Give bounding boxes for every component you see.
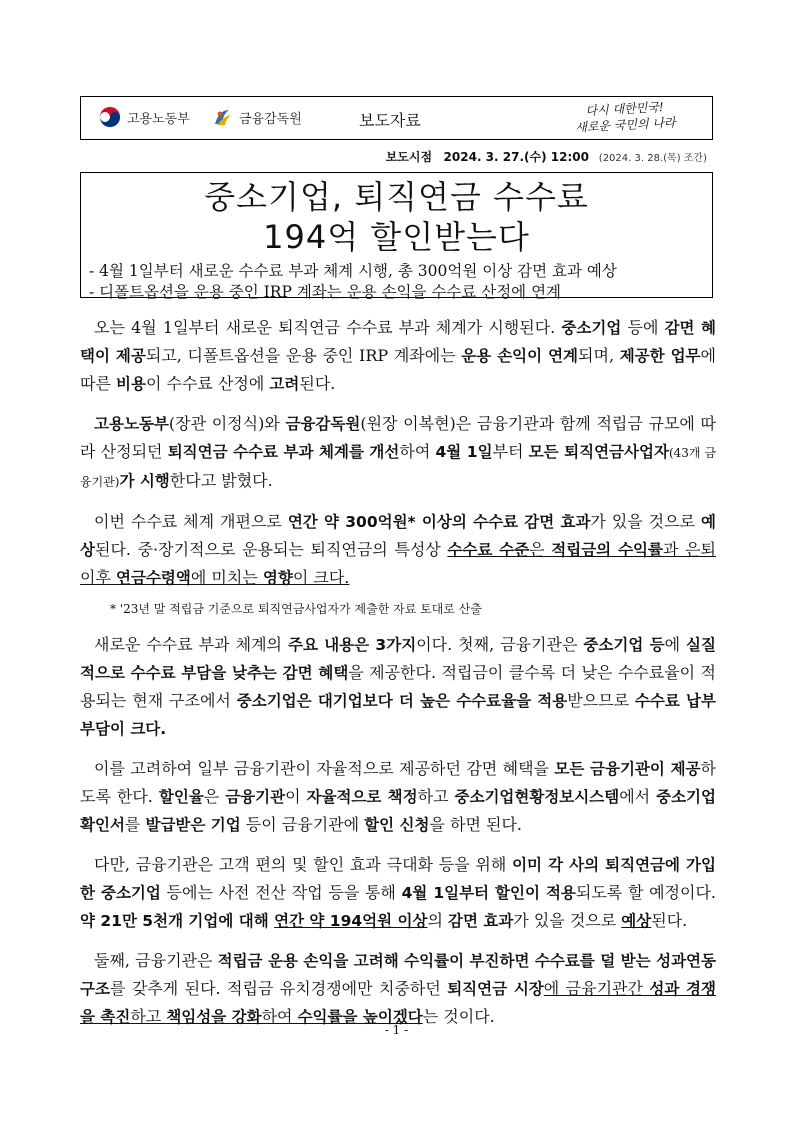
p2-text: (장관 이정식)와 — [168, 414, 286, 433]
embargo-label: 보도시점 — [385, 150, 433, 164]
p4-bold: 주요 내용은 3가지 — [287, 636, 417, 654]
p5-text: 를 — [124, 815, 146, 834]
p1-text: 등에 — [621, 318, 665, 337]
p5-text: 을 하면 된다. — [429, 815, 523, 834]
p7-bold-underline: 수익률을 높이겠다 — [297, 1008, 423, 1026]
p5-bold: 모든 금융기관이 제공 — [554, 760, 701, 778]
p6-bold-underline: 예상 — [621, 912, 652, 930]
header-box — [80, 96, 713, 140]
fss-emblem-icon — [211, 106, 233, 128]
ministry-name: 고용노동부 — [127, 111, 190, 127]
p7-text: 를 갖추게 된다. 적립금 유치경쟁에만 치중하던 — [109, 979, 448, 998]
embargo-time: 2024. 3. 27.(수) 12:00 — [443, 150, 589, 164]
title-line-2: 194억 할인받는다 — [263, 218, 530, 256]
p6-bold-underline: 연간 약 194억원 이상 — [274, 912, 428, 930]
paragraph-4 — [80, 631, 716, 743]
paragraph-1 — [80, 314, 716, 398]
p4-bold: 실질적으로 수수료 부담을 낮추는 감면 혜택 — [80, 636, 716, 682]
p3-bold-underline: 적립금의 수익률 — [551, 541, 663, 559]
p5-text: 등이 금융기관에 — [240, 815, 365, 834]
p2-text: 하여 — [399, 442, 436, 461]
p1-text: 오는 4월 1일부터 새로운 퇴직연금 수수료 부과 체계가 시행된다. — [94, 318, 562, 337]
p3-text: 된다. 중·장기적으로 운용되는 퇴직연금의 특성상 — [94, 540, 448, 559]
p5-bold: 중소기업확인서 — [80, 788, 717, 834]
p2-bold: 가 시행 — [119, 472, 170, 490]
p7-underline: 하여 — [261, 1007, 298, 1026]
p2-text: 부터 — [492, 442, 529, 461]
p2-bold: 4월 1일 — [435, 443, 493, 461]
p7-bold-underline: 책임성을 강화 — [166, 1008, 262, 1026]
p3-bold: 연간 약 300억원* 이상의 수수료 감면 효과 — [287, 513, 591, 531]
p7-bold-underline: 성과 경쟁을 촉진 — [80, 980, 716, 1026]
subtitle-2: - 디폴트옵션을 운용 중인 IRP 계좌는 운용 손익을 수수료 산정에 연계 — [89, 283, 562, 301]
p5-bold: 자율적으로 책정 — [306, 788, 418, 806]
p2-bold: 금융감독원 — [285, 415, 361, 433]
p5-text: 하도록 한다. — [80, 759, 716, 806]
p6-bold: 감면 효과 — [448, 912, 514, 930]
doc-type-label: 보도자료 — [359, 111, 421, 130]
p1-bold: 비용 — [116, 375, 146, 393]
p4-text: 이다. 첫째, 금융기관은 — [416, 635, 584, 654]
p4-text: 새로운 수수료 부과 체계의 — [94, 635, 288, 654]
p1-bold: 운용 손익이 연계 — [461, 347, 579, 365]
p1-bold: 감면 혜택이 제공 — [80, 319, 716, 365]
p3-bold: 예상 — [80, 513, 716, 559]
p3-underline: 은 — [529, 540, 552, 559]
title-line-1: 중소기업, 퇴직연금 수수료 — [204, 178, 589, 216]
slogan-line-1: 다시 대한민국! — [585, 99, 664, 119]
p5-bold: 발급받은 기업 — [145, 816, 241, 834]
title-box — [80, 172, 713, 301]
subtitle-list — [81, 261, 712, 303]
embargo-line — [386, 148, 707, 165]
agency-name: 금융감독원 — [239, 111, 302, 127]
p2-text: 한다고 밝혔다. — [169, 471, 273, 490]
p4-text: 에 — [664, 635, 687, 654]
p7-text: 둘째, 금융기관은 — [94, 951, 218, 970]
p7-underline: 에 — [543, 979, 566, 998]
p1-text: 에 따른 — [80, 346, 717, 393]
p2-text: (원장 이복현)은 금융기관과 함께 적립금 규모에 따라 산정되던 — [80, 414, 716, 461]
p6-text: 의 — [427, 911, 448, 930]
p6-text: 된다. — [651, 911, 688, 930]
p6-bold: 이미 각 사의 퇴직연금에 가입한 중소기업 — [80, 856, 716, 902]
p1-text: 이 수수료 산정에 — [145, 374, 270, 393]
p3-underline: 과 은퇴 이후 — [80, 540, 716, 587]
agency-logo — [211, 106, 302, 128]
p3-text: 가 있을 것으로 — [590, 512, 702, 531]
p4-text: 받으므로 — [567, 691, 635, 710]
p5-bold: 중소기업현황정보시스템 — [454, 788, 620, 806]
p5-bold: 할인율 — [158, 788, 204, 806]
p3-underline: 이 크다. — [292, 568, 350, 587]
moel-emblem-icon — [99, 106, 121, 128]
slogan-line-2: 새로운 국민의 나라 — [574, 115, 676, 135]
body-content — [80, 314, 716, 1043]
p6-bold: 약 21만 5천개 기업에 대해 — [80, 912, 275, 930]
p1-bold: 고려 — [269, 375, 300, 393]
p1-text: 된다. — [299, 374, 336, 393]
subtitle-1: - 4월 1일부터 새로운 수수료 부과 체계 시행, 총 300억원 이상 감면 효과 예상 — [89, 262, 617, 280]
p7-bold: 퇴직연금 시장 — [447, 980, 544, 998]
p3-text: 이번 수수료 체계 개편으로 — [94, 512, 288, 531]
p1-bold: 중소기업 — [561, 319, 622, 337]
page-number: - 1 - — [384, 1023, 409, 1037]
p3-bold-underline: 수수료 수준 — [447, 541, 530, 559]
p2-bold: 퇴직연금 수수료 부과 체계를 개선 — [167, 443, 400, 461]
p6-text: 다만, 금융기관은 고객 편의 및 할인 효과 극대화 등을 위해 — [94, 855, 513, 874]
paragraph-5 — [80, 755, 716, 839]
p4-bold: 수수료 납부 부담이 크다. — [80, 692, 716, 738]
p5-bold: 금융기관 — [225, 788, 286, 806]
p6-text: 등에는 사전 전산 작업 등을 통해 — [160, 883, 402, 902]
p7-bold: 적립금 운용 손익을 고려해 수익률이 부진하면 수수료를 덜 받는 성과연동 구조 — [80, 952, 716, 998]
embargo-note: (2024. 3. 28.(목) 조간) — [598, 153, 707, 164]
p2-bold: 고용노동부 — [94, 415, 169, 433]
p1-text: 되며, — [578, 346, 620, 365]
p5-text: 에서 — [619, 787, 657, 806]
p3-underline: 에 미치는 — [190, 568, 263, 587]
p7-underline: 금융기관간 — [565, 979, 650, 998]
p5-bold: 할인 신청 — [364, 816, 430, 834]
ministry-logo — [99, 106, 190, 128]
p1-bold: 제공한 업무 — [619, 347, 701, 365]
slogan — [549, 97, 700, 137]
paragraph-2 — [80, 410, 716, 496]
p7-underline: 하고 — [130, 1007, 167, 1026]
p2-small: (43개 금융기관) — [80, 446, 717, 489]
p7-text: 는 것이다. — [422, 1007, 495, 1026]
p5-text: 하고 — [417, 787, 455, 806]
p3-bold-underline: 연금수령액 — [116, 569, 191, 587]
p5-text: 은 — [203, 787, 226, 806]
p5-text: 이를 고려하여 일부 금융기관이 자율적으로 제공하던 감면 혜택을 — [94, 759, 555, 778]
paragraph-3 — [80, 508, 716, 592]
p4-text: 을 제공한다. 적립금이 클수록 더 낮은 수수료율이 적용되는 현재 구조에서 — [80, 663, 716, 710]
p2-bold: 모든 퇴직연금사업자 — [528, 443, 669, 461]
p1-text: 되고, 디폴트옵션을 운용 중인 IRP 계좌에는 — [145, 346, 462, 365]
p4-bold: 중소기업 등 — [583, 636, 665, 654]
paragraph-7 — [80, 947, 716, 1031]
p6-text: 되도록 할 예정이다. — [575, 883, 716, 902]
footnote: * '23년 말 적립금 기준으로 퇴직연금사업자가 제출한 자료 토대로 산출 — [110, 602, 482, 616]
paragraph-6 — [80, 851, 716, 935]
p4-bold: 중소기업은 대기업보다 더 높은 수수료율을 적용 — [236, 692, 568, 710]
p6-text: 가 있을 것으로 — [513, 911, 622, 930]
p6-bold: 4월 1일부터 할인이 적용 — [401, 884, 576, 902]
p5-text: 이 — [285, 787, 307, 806]
p3-bold-underline: 영향 — [262, 569, 293, 587]
